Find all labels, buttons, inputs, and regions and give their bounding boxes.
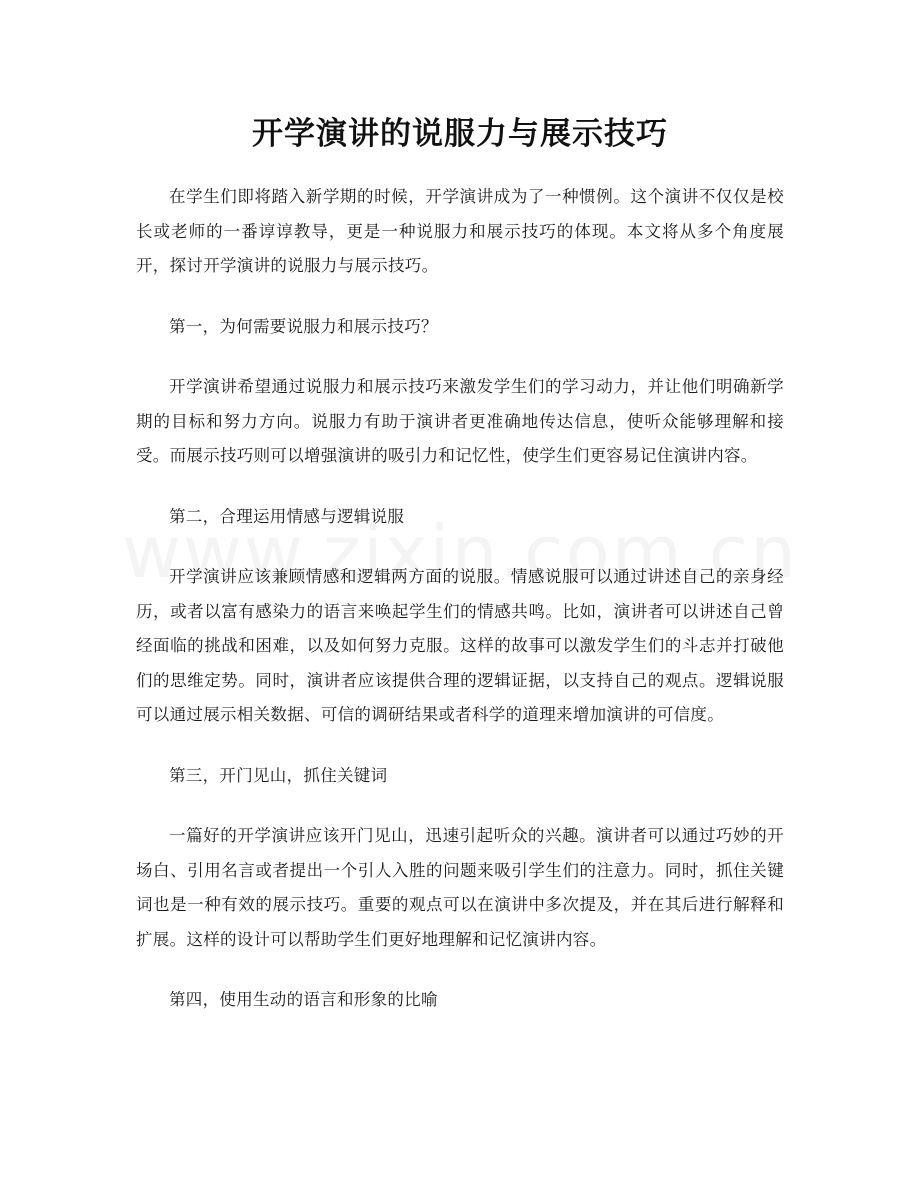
section-heading-2: 第二，合理运用情感与逻辑说服 bbox=[169, 506, 405, 526]
document-body bbox=[136, 180, 784, 1044]
section-paragraph-2: 开学演讲应该兼顾情感和逻辑两方面的说服。情感说服可以通过讲述自己的亲身经历，或者以富有感染力的语言来唤起学生们的情感共鸣。比如，演讲者可以讲述自己曾经面临的挑战和困难，以及如何努力克服。这样的故事可以激发学生们的斗志并打破他们的思维定势。同时，演讲者应该提供合理的逻辑证据，以支持自己的观点。逻辑说服可以通过展示相关数据、可信的调研结果或者科学的道理来增加演讲的可信度。 bbox=[136, 567, 784, 724]
section-paragraph-3: 一篇好的开学演讲应该开门见山，迅速引起听众的兴趣。演讲者可以通过巧妙的开场白、引用名言或者提出一个引人入胜的问题来吸引学生们的注意力。同时，抓住关键词也是一种有效的展示技巧。重要的观点可以在演讲中多次提及，并在其后进行解释和扩展。这样的设计可以帮助学生们更好地理解和记忆演讲内容。 bbox=[136, 826, 784, 949]
intro-paragraph: 在学生们即将踏入新学期的时候，开学演讲成为了一种惯例。这个演讲不仅仅是校长或老师的一番谆谆教导，更是一种说服力和展示技巧的体现。本文将从多个角度展开，探讨开学演讲的说服力与展示技巧。 bbox=[136, 187, 784, 275]
section-paragraph-1: 开学演讲希望通过说服力和展示技巧来激发学生们的学习动力，并让他们明确新学期的目标和努力方向。说服力有助于演讲者更准确地传达信息，使听众能够理解和接受。而展示技巧则可以增强演讲的吸引力和记忆性，使学生们更容易记住演讲内容。 bbox=[136, 377, 784, 465]
section-heading-3: 第三，开门见山，抓住关键词 bbox=[169, 765, 388, 785]
document-title: 开学演讲的说服力与展示技巧 bbox=[252, 116, 668, 152]
section-heading-4: 第四，使用生动的语言和形象的比喻 bbox=[169, 990, 438, 1009]
section-heading-1: 第一，为何需要说服力和展示技巧？ bbox=[169, 316, 438, 336]
